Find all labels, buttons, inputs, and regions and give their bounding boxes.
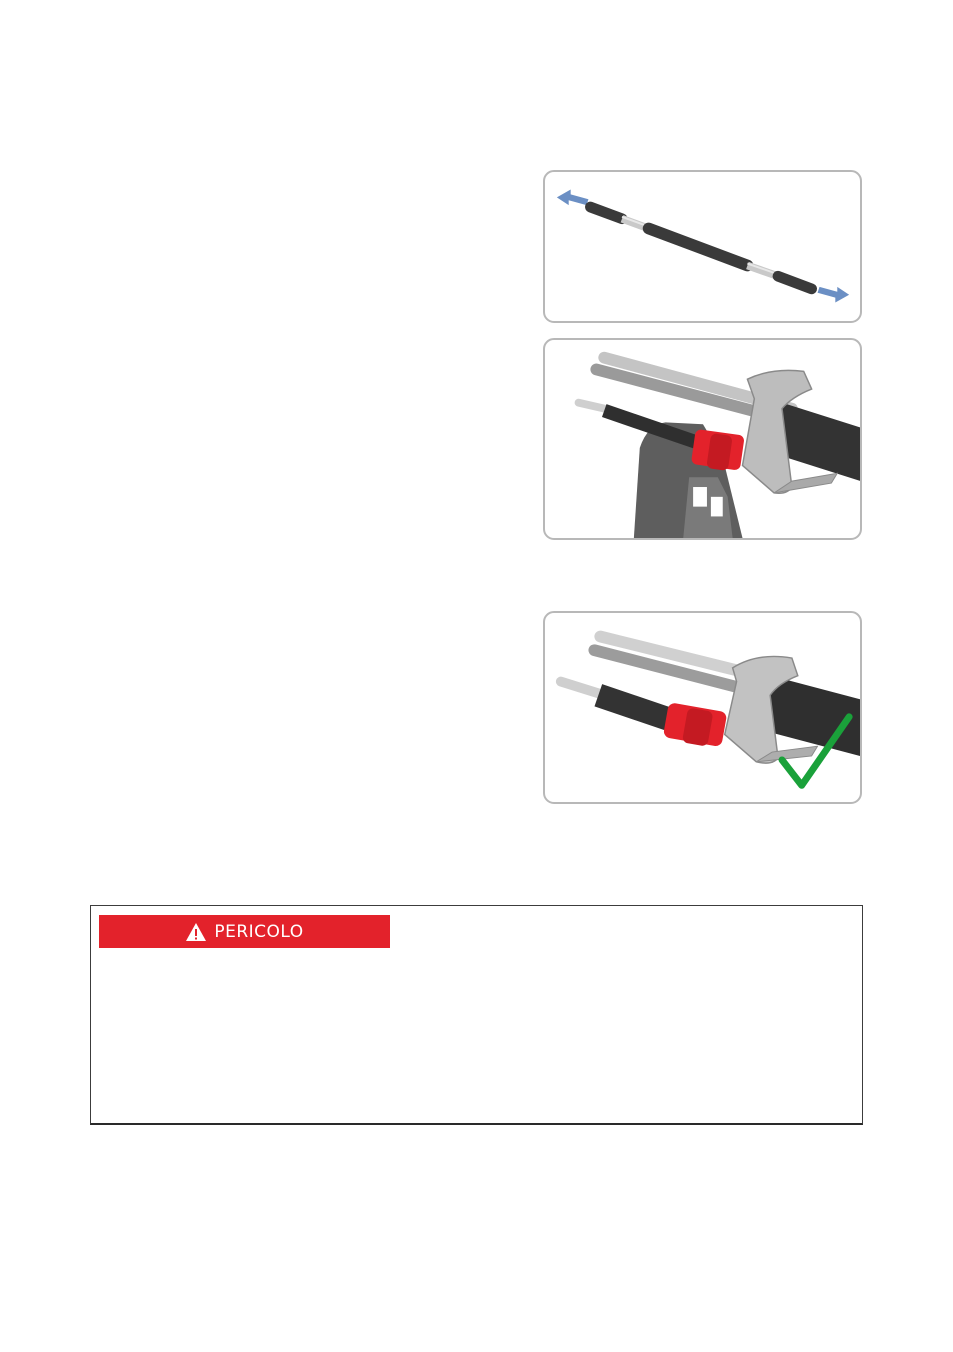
cable-clamp-correct-illustration [543, 611, 862, 804]
cable-clamp-insert-drawing [545, 340, 860, 538]
cable-clamp-correct-drawing [545, 613, 860, 802]
cable-shape [590, 207, 811, 289]
cable-clamp-insert-illustration [543, 338, 862, 540]
danger-banner [99, 915, 390, 948]
danger-notice [90, 905, 863, 1125]
cable-stretch-drawing [545, 172, 860, 321]
cable-stretch-illustration [543, 170, 862, 323]
danger-label: PERICOLO [214, 921, 304, 942]
warning-triangle-icon [185, 922, 207, 942]
